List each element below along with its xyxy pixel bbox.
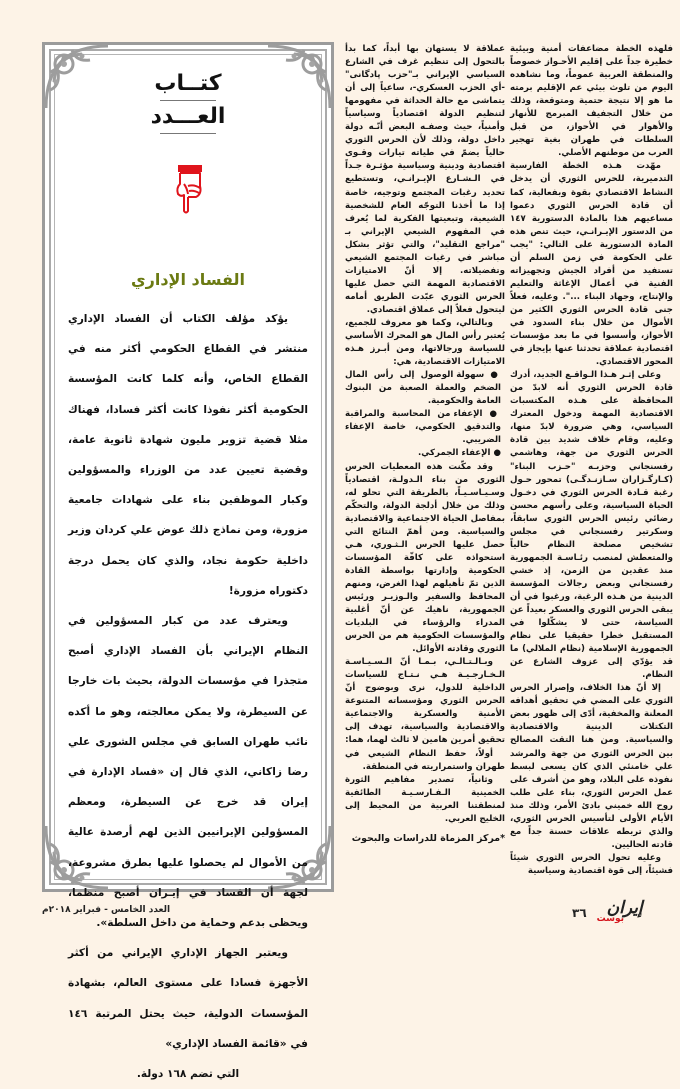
article-paragraph: مهّدت هـذه الخطة الفارسية التدميرية، للحرس الثوري أن يدخل النشاط الاقتصادي بقوة وبفعالية، كما أن قادة الحرس الثوري دعموا مساعيهم هذا بالمادة الدستورية ١٤٧ من الدستور الإيـرانـي، حيث تنص هذه المادة الدستورية على التالي: "يجب على الحكومة في زمن السلم أن تستفيد من أفراد الجيش وتجهيزاته الفنية في أعمال الإغاثة والتعليم والإنتاج، وجهاد البناء ...". وعليه، فعلاً جنى قادة الحرس الثوري الكثير من الأموال من خلال بناء السدود في الأحواز، وأسسوا في ما بعد مؤسسات اقتصادية عملاقة تحدثنا عنها بإيجاز في المحور الاقتصادي. xyxy=(510,161,673,368)
bullet-text: سهولة الوصول إلى رأس المال الضخم والعملة الصعبة من البنوك العامة والحكومية. xyxy=(345,370,501,407)
article-paragraph: أولاً، حفظ النظام الشيعي في طهران واستمراريته في المنطقة. xyxy=(345,748,505,772)
title-line-2: العـــدد xyxy=(150,104,226,129)
bullet-item: ● سهولة الوصول إلى رأس المال الضخم والعملة الصعبة من البنوك العامة والحكومية. xyxy=(345,370,501,407)
bullet-item: ● الإعفاء من المحاسبة والمراقبة والتدقيق الحكومي، خاصة الإعفاء الضريبي. xyxy=(345,409,501,446)
source-credit: *مركز المزماة للدراسات والبحوث xyxy=(351,832,505,844)
book-paragraph: ويعترف عدد من كبار المسؤولين في النظام الإيراني بأن الفساد الإداري أصبح متجذرا في مؤسسات الدولة، بحيث بات خارجا عن السيطرة، ولا يمكن معالجته، وهو ما أكده نائب طهران السابق في مجلس الشورى علي رضا زاكاني، الذي قال إن «فساد الإدارة في إيران قد خرج عن السيطرة، ومعظم المسؤولين الإيرانيين الذين لهم أرصدة عالية من الأموال لم يحصلوا عليها بطرق مشروعة، لجهة أن الفساد في إيـران أصبح منظما، ويحظى بدعم وحماية من داخل السلطة». xyxy=(68,615,308,930)
article-paragraph: وبالتالي، وكما هو معروف للجميع، يُعتبر رأس المال هو المحرك الأساسي للسياسة ورجالاتها، ومن أبـرز هـذه الامتيازات الاقتصادية، هي: xyxy=(345,317,505,368)
title-line-1: كتــاب xyxy=(154,71,222,96)
title-divider xyxy=(160,100,216,101)
article-paragraph: وبـالـتـالـي، بـمـا أنّ الـسـيـاسـة الـخـارجـيـة هـي نـتـاج للسياسات الداخلية للدول، نرى وبوضوح أنّ الحرس الثوري ومؤسساته المتنوعة الأمنية والعسكرية والاجتماعية والاقتصادية والسياسية، تهدف إلى تحقيق أمرين هامين لا ثالث لهما، هما: xyxy=(345,657,505,746)
iran-post-logo xyxy=(595,898,643,928)
article-paragraph: وعليه تحول الحرس الثوري شيئاً فشيئاً، إلى قوة اقتصادية وسياسية xyxy=(510,852,673,876)
book-heading: الفساد الإداري xyxy=(130,270,246,289)
page-number: ٣٦ xyxy=(572,906,587,920)
logo-main-text: إيران xyxy=(606,898,643,918)
bullet-text: الإعفاء الجمركي. xyxy=(418,448,491,459)
title-divider xyxy=(160,133,216,134)
article-paragraph: إلا أنّ هذا الخلاف، وإصرار الحرس الثوري على المضي في تحقيق أهدافه المعلنة والمخفية، أدّى إلى ظهور بعض التكتلات الدينية والاقتصادية والسياسية. ومن هنا التقت المصالح بين الحرس الثوري من جهة والمرشد علي خامنئي الذي كان يسعى لبسط نفوذه على البلاد، وهو من أشرف على عمل الحرس الثوري، بناء على طلب روح الله خميني بادئ الأمر، وذلك منذ الأيام الأولى لتأسيس الحرس الثوري، والذي تربطه علاقات حسنة جداً مع قادته الحاليين. xyxy=(510,683,673,850)
article-column-right xyxy=(510,43,673,878)
article-paragraph: وثانياً، تصدير مفاهيم الثورة الخمينية الـفـارسـيـة الطائفية لمنطقتنا العربية من المحيط إلى الخليج العربي. xyxy=(345,774,505,824)
bullet-text: الإعفاء من المحاسبة والمراقبة والتدقيق الحكومي، خاصة الإعفاء الضريبي. xyxy=(345,409,501,446)
issue-label: العدد الخامس - فبراير ٢٠١٨م xyxy=(42,905,171,915)
book-summary xyxy=(68,304,308,1089)
article-paragraph: عملاقة لا يستهان بها أبداً، كما بدأ بالتحول إلى تنظيم غرف في الشارع السياسي الإيراني بـ"حزب پادگانی" -أي الحزب العسكري-، ساعياً إلى أن يتماشى مع حالة الحداثة في مفهومها لتنظيم الدولة اقتصادياً وسياسياً وأمنياً، حيث وصفـه البعض أنّـه دولة داخل دولة، وذلك لأن الحرس الثوري حالياً يضمّ في طياته تيارات وقـوى اقتصادية ودينية وسياسية مؤثـرة جـداً في الـشـارع الإيـرانـي، وتستطيع تحديد رغبات المجتمع وتوجيه، خاصة إذا ما أخذنا التوجّه العام للشخصية الشيعية، وتبعيتها الفكرية لما يُعرف في المفهوم الشيعي الإيراني بـ "مراجع التقليد"، والتي تؤثر بشكل مباشر في رغبات المجتمع الشيعي وتفضيلاته. إلا أنّ الامتيازات الاقتصادية المهمة التي حصل عليها الحرس الثوري عبّدت الطريق أمامه ليتحول فعلاً إلى عملاق اقتصادي. xyxy=(345,44,505,315)
book-of-issue-title xyxy=(42,70,334,136)
page-footer xyxy=(572,898,643,928)
bullet-item: ● الإعفاء الجمركي. xyxy=(418,448,501,459)
article-paragraph: وقد مكّنت هذه المعطيات الحرس الثوري من بناء الـدولـة، اقتصادياً وسـيـاسـيـاً، بالطريقة التي تحلو له، وذلك من خلال أدلجة الدولة، والتحكّم بمفاصل الحياة الاجتماعية والاقتصادية والسياسية. ومن أهمّ النتائج التي حصل عليها الحرس الـثـوري، هـي استحواذه على كافّة المؤسسات الحكومية وإدارتها بواسطة القادة الذين تمّ تأهيلهم لهذا الغرض، ومنهم المحافظ والسفير والـوزيـر ورئيس الجمهورية، ناهيك عن أنّ أغلبية المدراء والرؤساء في البلديات والمؤسسات الحكومية هم من الحرس الثوري وقادته الأوائل. xyxy=(345,461,505,655)
book-paragraph: يؤكد مؤلف الكتاب أن الفساد الإداري منتشر في القطاع الحكومي أكثر منه في القطاع الخاص، وأنه كلما كانت المؤسسة الحكومية أكثر نفوذا كانت أكثر فسادا، فهناك مثلا قضية تزوير مليون شهادة ثانوية عامة، وقضية تعيين عدد من الوزراء والمسؤولين وكبار الموظفين بناء على شهادات جامعية مزورة، ومن نماذج ذلك عوض علي كردان وزير داخلية حكومة نجاد، والذي كان يحمل درجة دكتوراه مزورة! xyxy=(68,313,308,597)
article-paragraph: وعلى إثـر هـذا الـواقـع الجديد، أدرك قادة الحرس الثوري أنه لابدّ من المحافظة على هـذه المكتسبات الاقتصادية المهمة ودخول المعترك السياسي، وهي ضرورة لابدّ منها، وعليه، وقام خلاف شديد بين قادة الحرس الثوري من جهة، وهاشمي رفسنجاني وحزبـه "حـزب البناء" (كـارگـزاران سـازنـدگـی) تمحور حـول رغبة قـادة الحرس الثوري في دخـول الحياة السياسية، وعلى رأسهم محسن رضائي رئيس الحرس الثوري سابقاً، وسكرتير رفسنجاني في مجلس تشخيص مصلحة النظام حالياً والمتعطش لمنصب رئـاسـة الجمهورية منذ عقدين من الزمن، إذ خشي رفسنجاني وبعض رجالات المؤسسة الدينية من هـذه الرغبة، ورغبوا في أن يبقى الحرس الثوري والعسكر بعيداً عن السياسة، حتى لا يشكّلوا في المستقبل خطرا حقيقيا على نظام الجمهورية الإسلامية (نظام الملالي) ما قد يؤدّي إلى عزوف الشارع عن النظام. xyxy=(510,370,673,681)
pointing-hand-icon xyxy=(172,164,208,214)
book-paragraph: ويعتبر الجهاز الإداري الإيراني من أكثر الأجهزة فسادا على مستوى العالم، بشهادة المؤسسات الدولية، حيث يحتل المرتبة ١٤٦ في «قائمة الفساد الإداري» xyxy=(68,947,308,1050)
article-paragraph: فلهذه الخطة مضاعفات أمنية وبيئية خطيرة جداً على إقليم الأحـواز خصوصاً والمنطقة العربية عموماً، وما نشاهده اليوم من تلوث بيئي عم الإقليم برمته ما هو إلا نتيجة حتمية ومتوقعة، وذلك من خلال التجفيف المبرمج للأنهار والأهوار في الأحواز، من قبل السلطات في طهران بغية تهجير العرب من موطنهم الأصلي. xyxy=(510,44,673,159)
logo-sub-text: بوست xyxy=(596,914,625,924)
book-paragraph: التي تضم ١٦٨ دولة. xyxy=(136,1068,240,1081)
article-column-middle xyxy=(345,43,505,845)
